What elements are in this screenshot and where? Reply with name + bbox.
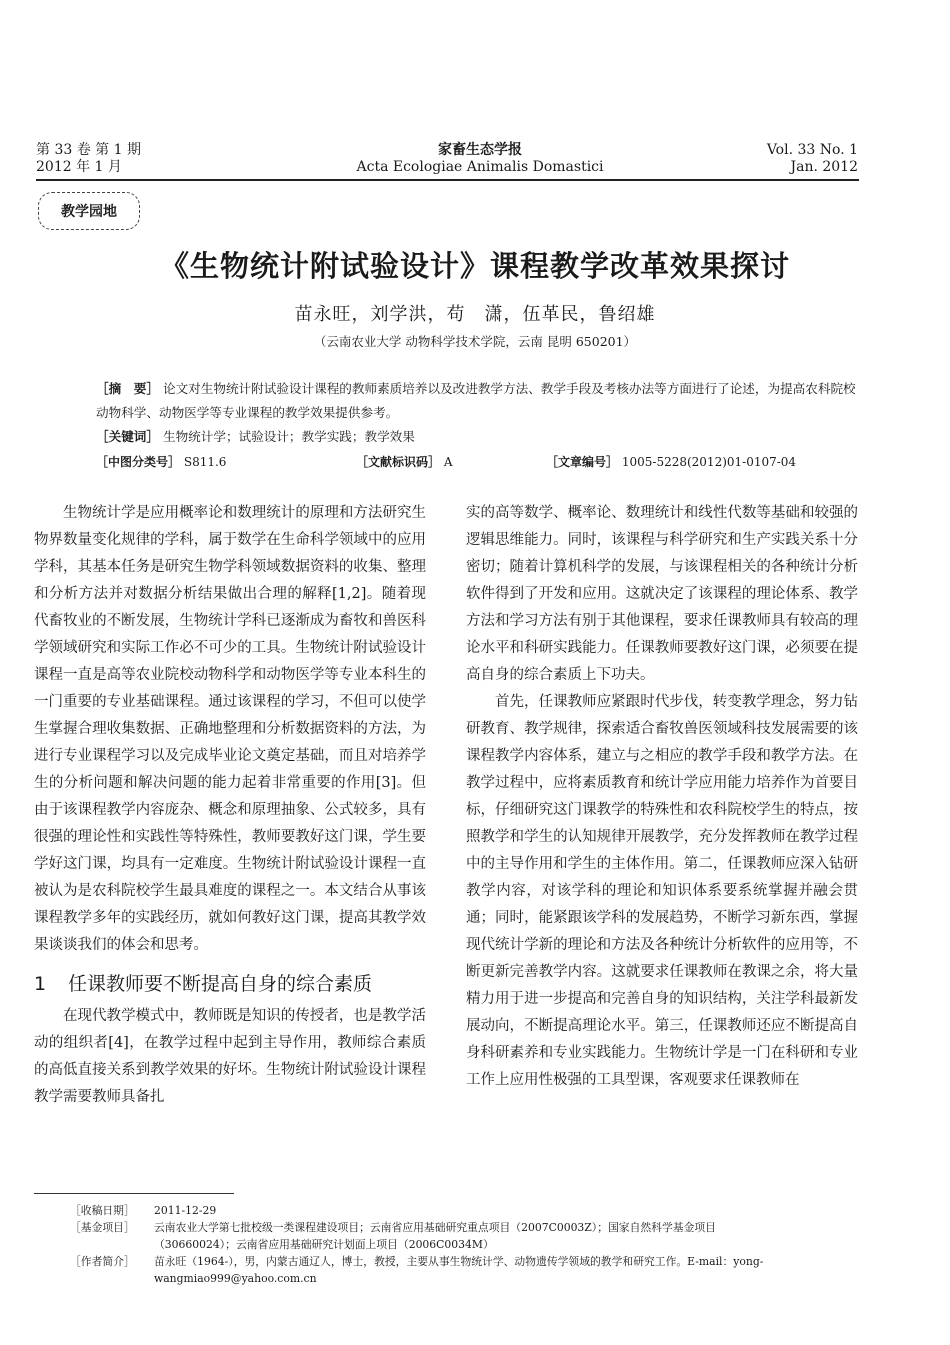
footnote-fund [70,1219,860,1236]
column-tag: 教学园地 [38,192,140,230]
keywords-text: 生物统计学；试验设计；教学实践；教学效果 [162,429,415,444]
body-paragraph: 在现代教学模式中，教师既是知识的传授者，也是教学活动的组织者[4]，在教学过程中起到主导作用，教师综合素质的高低直接关系到教学效果的好坏。生物统计附试验设计课程教学需要教师具备扎 [34,1008,426,1105]
footnotes [70,1202,860,1287]
footnote-received [70,1202,860,1219]
footnote-rule [34,1193,234,1194]
volume-issue-en: Vol. 33 No. 1 [766,142,858,158]
header-left [36,142,141,176]
abstract-block [96,377,856,449]
affiliation: （云南农业大学 动物科学技术学院，云南 昆明 650201） [313,334,637,349]
author-email: wangmiao999@yahoo.com.cn [154,1272,317,1285]
header-center [300,142,660,176]
abstract [96,377,856,425]
received-value: 2011-12-29 [154,1204,217,1217]
fund-label: ［基金项目］ [70,1221,135,1234]
keywords [96,425,856,449]
author-label: ［作者简介］ [70,1255,135,1268]
abstract-text: 论文对生物统计附试验设计课程的教师素质培养以及改进教学方法、教学手段及考核办法等方面进行了论述，为提高农科院校动物科学、动物医学等专业课程的教学效果提供参考。 [96,381,856,420]
fund-value-continued: （30660024）；云南省应用基础研究计划面上项目（2006C0034M） [154,1238,494,1251]
date-cn: 2012 年 1 月 [36,159,122,175]
classification-row [96,453,856,470]
body-column-right [466,500,858,1094]
volume-issue-cn: 第 33 卷 第 1 期 [36,142,141,158]
section-number: 1 [34,973,47,995]
article-number-value: 1005-5228(2012)01-0107-04 [621,455,797,469]
document-code-label: ［文献标识码］ [356,455,441,469]
fund-value: 云南农业大学第七批校级一类课程建设项目；云南省应用基础研究重点项目（2007C0003Z）；国家自然科学基金项目 [154,1221,716,1234]
document-code-value: A [443,455,453,469]
paper-title: 《生物统计附试验设计》课程教学改革效果探讨 [159,249,790,283]
received-label: ［收稿日期］ [70,1204,135,1217]
date-en: Jan. 2012 [790,159,858,175]
article-number [546,453,796,470]
document-code [356,453,546,470]
clc-label: ［中图分类号］ [96,455,181,469]
footnote-author [70,1253,860,1270]
body-paragraph: 生物统计学是应用概率论和数理统计的原理和方法研究生物界数量变化规律的学科，属于数学在生命科学领域中的应用学科，其基本任务是研究生物学科领域数据资料的收集、整理和分析方法并对数据分析结果做出合理的解释[1,2]。随着现代畜牧业的不断发展，生物统计学科已逐渐成为畜牧和兽医科学领域研究和实际工作必不可少的工具。生物统计附试验设计课程一直是高等农业院校动物科学和动物医学等专业本科生的一门重要的专业基础课程。通过该课程的学习，不但可以使学生掌握合理收集数据、正确地整理和分析数据资料的方法，为进行专业课程学习以及完成毕业论文奠定基础，而且对培养学生的分析问题和解决问题的能力起着非常重要的作用[3]。但由于该课程教学内容庞杂、概念和原理抽象、公式较多，具有很强的理论性和实践性等特殊性，教师要教好这门课，学生要学好这门课，均具有一定难度。生物统计附试验设计课程一直被认为是农科院校学生最具难度的课程之一。本文结合从事该课程教学多年的实践经历，就如何教好这门课，提高其教学效果谈谈我们的体会和思考。 [34,505,426,953]
header-rule [36,179,859,181]
section-heading [34,967,426,1001]
journal-name-en: Acta Ecologiae Animalis Domastici [356,159,604,175]
body-column-left [34,500,426,1111]
header-right [767,142,858,176]
clc-number [96,453,356,470]
keywords-label: ［关键词］ [96,429,159,444]
journal-name-cn: 家畜生态学报 [438,142,522,158]
authors: 苗永旺，刘学洪，苟 潇，伍革民，鲁绍雄 [294,304,656,325]
author-value: 苗永旺（1964-），男，内蒙古通辽人，博士，教授，主要从事生物统计学、动物遗传学领域的教学和研究工作。E-mail：yong- [154,1255,764,1268]
body-paragraph: 实的高等数学、概率论、数理统计和线性代数等基础和较强的逻辑思维能力。同时，该课程与科学研究和生产实践关系十分密切；随着计算机科学的发展，与该课程相关的各种统计分析软件得到了开发和应用。这就决定了该课程的理论体系、教学方法和学习方法有别于其他课程，要求任课教师具有较高的理论水平和科研实践能力。任课教师要教好这门课，必须要在提高自身的综合素质上下功夫。 [466,505,858,683]
abstract-label: ［摘 要］ [96,381,159,396]
clc-value: S811.6 [183,455,227,469]
section-title: 任课教师要不断提高自身的综合素质 [68,973,373,995]
body-paragraph: 首先，任课教师应紧跟时代步伐，转变教学理念，努力钻研教育、教学规律，探索适合畜牧兽医领域科技发展需要的该课程教学内容体系，建立与之相应的教学手段和教学方法。在教学过程中，应将素质教育和统计学应用能力培养作为首要目标，仔细研究这门课教学的特殊性和农科院校学生的特点，按照教学和学生的认知规律开展教学，充分发挥教师在教学过程中的主导作用和学生的主体作用。第二，任课教师应深入钻研教学内容，对该学科的理论和知识体系要系统掌握并融会贯通；同时，能紧跟该学科的发展趋势，不断学习新东西，掌握现代统计学新的理论和方法及各种统计分析软件的应用等，不断更新完善教学内容。这就要求任课教师在教课之余，将大量精力用于进一步提高和完善自身的知识结构，关注学科最新发展动向，不断提高理论水平。第三，任课教师还应不断提高自身科研素养和专业实践能力。生物统计学是一门在科研和专业工作上应用性极强的工具型课，客观要求任课教师在 [466,694,858,1088]
article-number-label: ［文章编号］ [546,455,619,469]
